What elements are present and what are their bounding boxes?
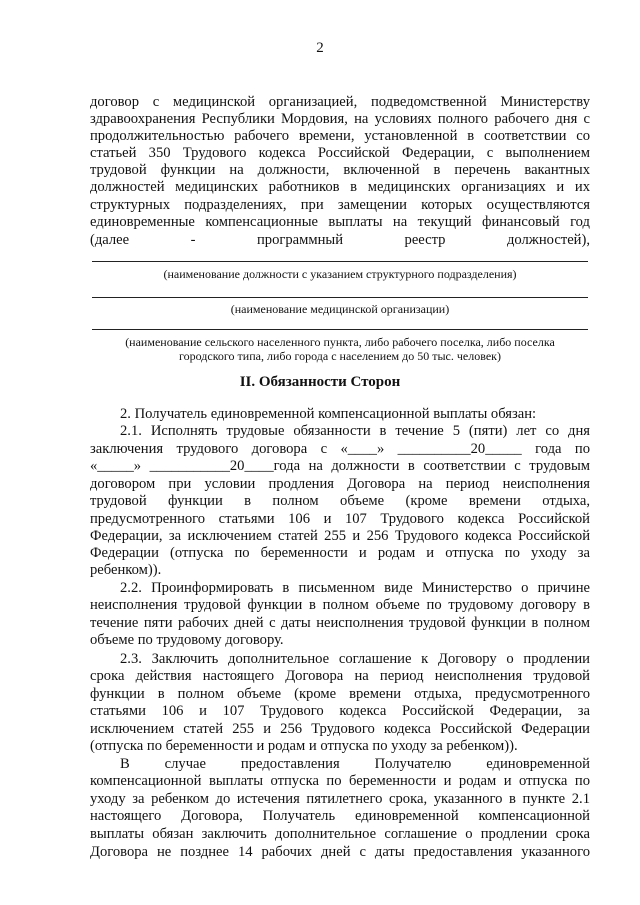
- caption-locality-line-1: (наименование сельского населенного пункта, либо рабочего поселка, либо поселка: [125, 335, 555, 349]
- intro-line-2: здравоохранения Республики Мордовия, на условиях полного рабочего дня с: [90, 111, 590, 127]
- organization-fill-line: [92, 297, 588, 298]
- p22-line-1: 2.2. Проинформировать в письменном виде Министерство о причине: [120, 580, 590, 596]
- intro-line-6: должностей медицинских работников в медицинских организациях и их: [90, 179, 590, 195]
- p24-line-4: настоящего Договора, Получатель единовременной компенсационной: [90, 808, 590, 824]
- p22-line-4: объеме по трудовому договору.: [90, 632, 284, 648]
- p21-line-3: «_____» ___________20____года на должности в соответствии с трудовым: [90, 458, 590, 474]
- p21-line-8: Федерации (отпуска по беременности и родам и отпуска по уходу за: [90, 545, 590, 561]
- section-title: II. Обязанности Сторон: [239, 374, 401, 390]
- intro-line-5: трудовой функции на должности, включенной в перечень вакантных: [90, 162, 590, 178]
- p24-line-6: Договора не позднее 14 рабочих дней с даты предоставления указанного: [90, 844, 590, 860]
- p23-line-4: статьями 106 и 107 Трудового кодекса Российской Федерации, за: [90, 703, 590, 719]
- p21-line-1: 2.1. Исполнять трудовые обязанности в течение 5 (пяти) лет со дня: [120, 423, 590, 439]
- p21-line-7: Федерации, за исключением статей 255 и 256 Трудового кодекса Российской: [90, 528, 590, 544]
- intro-line-9: (далее - программный реестр должностей),: [90, 232, 590, 248]
- caption-organization: (наименование медицинской организации): [230, 302, 450, 316]
- p23-line-1: 2.3. Заключить дополнительное соглашение к Договору о продлении: [120, 651, 590, 667]
- p23-line-3: функции в полном объеме (кроме времени отдыха, предусмотренного: [90, 686, 590, 702]
- p23-line-6: (отпуска по беременности и родам и отпуска по уходу за ребенком)).: [90, 738, 518, 754]
- intro-line-8: единовременные компенсационные выплаты на текущий финансовый год: [90, 214, 590, 230]
- caption-locality-line-2: городского типа, либо города с населением до 50 тыс. человек): [179, 349, 501, 363]
- p22-line-3: течение пяти рабочих дней с даты неисполнения трудовой функции в полном: [90, 615, 590, 631]
- p22-line-2: неисполнения трудовой функции в полном объеме по трудовому договору в: [90, 597, 590, 613]
- intro-line-3: продолжительностью рабочего времени, установленной в соответствии со: [90, 128, 590, 144]
- p24-line-3: уходу за ребенком до истечения пятилетнего срока, указанного в пункте 2.1: [90, 791, 590, 807]
- intro-line-1: договор с медицинской организацией, подведомственной Министерству: [90, 94, 590, 110]
- p21-line-5: трудовой функции в полном объеме (кроме времени отдыха,: [90, 493, 590, 509]
- p24-line-2: компенсационной выплаты отпуска по беременности и родам и отпуска по: [90, 773, 590, 789]
- p24-line-5: выплаты обязан заключить дополнительное соглашение о продлении срока: [90, 826, 590, 842]
- locality-fill-line: [92, 329, 588, 330]
- intro-line-4: статьей 350 Трудового кодекса Российской Федерации, с выполнением: [90, 145, 590, 161]
- position-fill-line: [92, 261, 588, 262]
- p21-line-9: ребенком)).: [90, 562, 162, 578]
- p21-line-2: заключения трудового договора с «____» __________20_____ года по: [90, 441, 590, 457]
- p23-line-2: срока действия настоящего Договора на период неисполнения трудовой: [90, 668, 590, 684]
- intro-line-7: структурных подразделениях, при замещении которых осуществляются: [90, 197, 590, 213]
- p2-line-1: 2. Получатель единовременной компенсационной выплаты обязан:: [120, 406, 537, 422]
- p23-line-5: исключением статей 255 и 256 Трудового кодекса Российской Федерации: [90, 721, 590, 737]
- caption-position: (наименование должности с указанием структурного подразделения): [163, 267, 517, 281]
- p21-line-4: договором при условии продления Договора на период неисполнения: [90, 476, 590, 492]
- p24-line-1: В случае предоставления Получателю единовременной: [120, 756, 590, 772]
- p21-line-6: предусмотренного статьями 106 и 107 Трудового кодекса Российской: [90, 511, 590, 527]
- page-number: 2: [316, 40, 324, 56]
